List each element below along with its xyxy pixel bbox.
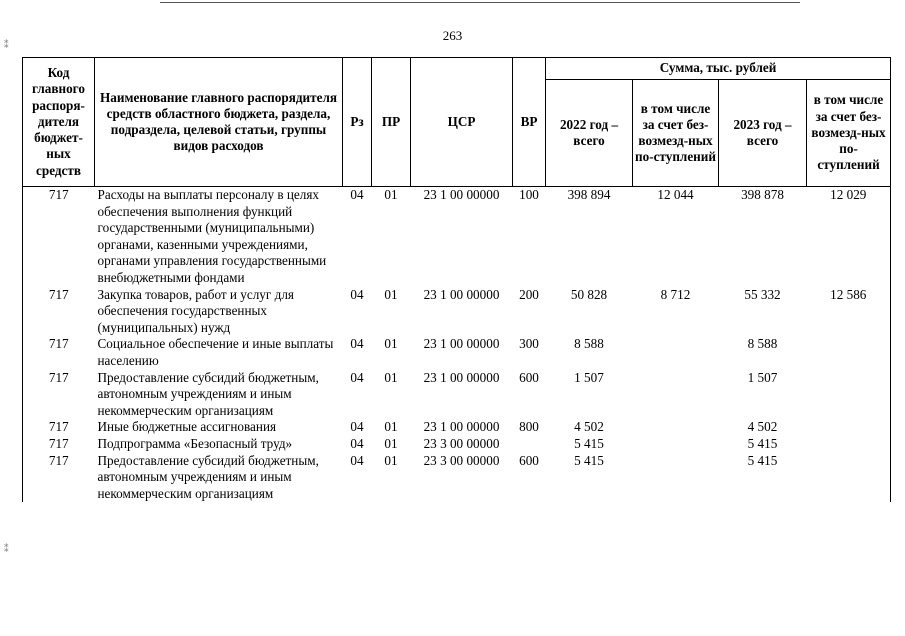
cell-code: 717 <box>23 419 95 436</box>
cell-csr: 23 1 00 00000 <box>423 336 500 352</box>
cell-name: Предоставление субсидий бюджетным, автономным учреждениям и иным некоммерческим организациям <box>97 369 319 418</box>
header-csr: ЦСР <box>411 58 513 187</box>
cell-pr: 01 <box>384 187 398 202</box>
cell-csr: 23 3 00 00000 <box>423 452 500 468</box>
cell-2022-total: 5 415 <box>574 452 604 468</box>
table-row <box>23 370 891 420</box>
cell-name: Расходы на выплаты персоналу в целях обеспечения выполнения функций государственными (муниципальными) органами, казенными учреждениями, органами управления государственными внебюджетными фондами <box>97 187 327 285</box>
budget-table <box>22 57 891 502</box>
table-row <box>23 287 891 337</box>
cell-rz: 04 <box>350 435 364 451</box>
header-rz: Рз <box>343 58 372 187</box>
page-number: 263 <box>442 28 463 43</box>
cell-2022-total: 398 894 <box>567 187 611 202</box>
cell-code: 717 <box>23 453 95 503</box>
cell-name: Иные бюджетные ассигнования <box>97 419 277 435</box>
cell-code: 717 <box>23 336 95 369</box>
header-2023-total: 2023 год – всего <box>719 80 807 187</box>
cell-code: 717 <box>23 436 95 453</box>
cell-vr: 600 <box>519 369 539 385</box>
cell-csr: 23 1 00 00000 <box>423 419 500 435</box>
cell-2023-free: 12 586 <box>807 287 891 337</box>
header-name: Наименование главного распорядителя средств областного бюджета, раздела, подраздела, целевой статьи, группы видов расходов <box>95 58 343 187</box>
cell-pr: 01 <box>384 435 398 451</box>
cell-vr: 600 <box>519 452 539 468</box>
header-sum: Сумма, тыс. рублей <box>546 58 891 80</box>
cell-2022-free <box>633 453 719 503</box>
table-row <box>23 419 891 436</box>
cell-pr: 01 <box>384 336 398 352</box>
header-2022-free: в том числе за счет без-возмезд-ных по-ступлений <box>633 80 719 187</box>
header-2023-free: в том числе за счет без-возмезд-ных по-ступлений <box>807 80 891 187</box>
cell-2023-total: 5 415 <box>747 452 778 468</box>
cell-2022-free: 8 712 <box>660 286 691 302</box>
table-row <box>23 453 891 503</box>
cell-code: 717 <box>23 370 95 420</box>
top-rule <box>160 2 800 3</box>
cell-2022-total: 4 502 <box>574 419 604 435</box>
cell-2022-free: 12 044 <box>657 187 694 202</box>
header-2022-total: 2022 год – всего <box>546 80 633 187</box>
scan-mark: ⁑ <box>4 40 9 50</box>
cell-2022-free <box>633 419 719 436</box>
cell-2022-total: 8 588 <box>574 336 604 352</box>
cell-2023-total: 398 878 <box>741 187 784 202</box>
cell-2023-free <box>807 453 891 503</box>
header-vr: ВР <box>513 58 546 187</box>
cell-name: Закупка товаров, работ и услуг для обеспечения государственных (муниципальных) нужд <box>97 286 294 335</box>
cell-rz: 04 <box>350 452 364 468</box>
cell-2022-free <box>633 436 719 453</box>
cell-csr: 23 1 00 00000 <box>423 187 500 202</box>
cell-2023-total: 8 588 <box>747 336 778 352</box>
cell-pr: 01 <box>384 452 398 468</box>
cell-csr: 23 1 00 00000 <box>423 369 500 385</box>
scan-mark: ⁑ <box>4 544 9 554</box>
cell-pr: 01 <box>384 286 398 302</box>
cell-2022-total: 50 828 <box>570 286 608 302</box>
cell-vr: 100 <box>519 187 539 202</box>
cell-pr: 01 <box>384 419 398 435</box>
cell-name: Предоставление субсидий бюджетным, автономным учреждениям и иным некоммерческим организациям <box>97 452 319 501</box>
header-code: Код главного распоря-дителя бюджет-ных средств <box>23 58 95 187</box>
cell-vr: 800 <box>519 419 539 435</box>
cell-2023-free: 12 029 <box>807 187 891 287</box>
cell-rz: 04 <box>350 369 364 385</box>
cell-2023-free <box>807 370 891 420</box>
cell-code: 717 <box>23 187 95 287</box>
cell-rz: 04 <box>350 187 364 202</box>
cell-csr: 23 3 00 00000 <box>423 435 500 451</box>
cell-vr: 300 <box>519 336 539 352</box>
table-row <box>23 336 891 369</box>
cell-2023-total: 55 332 <box>744 286 781 302</box>
cell-rz: 04 <box>350 336 364 352</box>
cell-vr <box>513 436 546 453</box>
cell-2023-free <box>807 336 891 369</box>
table-row <box>23 436 891 453</box>
header-pr: ПР <box>372 58 411 187</box>
table-row <box>23 187 891 287</box>
cell-csr: 23 1 00 00000 <box>423 286 500 302</box>
cell-2023-total: 4 502 <box>747 419 778 435</box>
cell-2023-free <box>807 436 891 453</box>
cell-2023-total: 1 507 <box>747 369 778 385</box>
cell-2022-total: 5 415 <box>574 435 604 451</box>
cell-name: Подпрограмма «Безопасный труд» <box>97 435 293 451</box>
cell-2023-free <box>807 419 891 436</box>
cell-code: 717 <box>23 287 95 337</box>
cell-pr: 01 <box>384 369 398 385</box>
cell-2023-total: 5 415 <box>747 435 778 451</box>
cell-rz: 04 <box>350 286 364 302</box>
cell-vr: 200 <box>519 286 539 302</box>
cell-2022-total: 1 507 <box>574 369 604 385</box>
cell-2022-free <box>633 370 719 420</box>
cell-name: Социальное обеспечение и иные выплаты населению <box>97 336 334 368</box>
cell-rz: 04 <box>350 419 364 435</box>
cell-2022-free <box>633 336 719 369</box>
